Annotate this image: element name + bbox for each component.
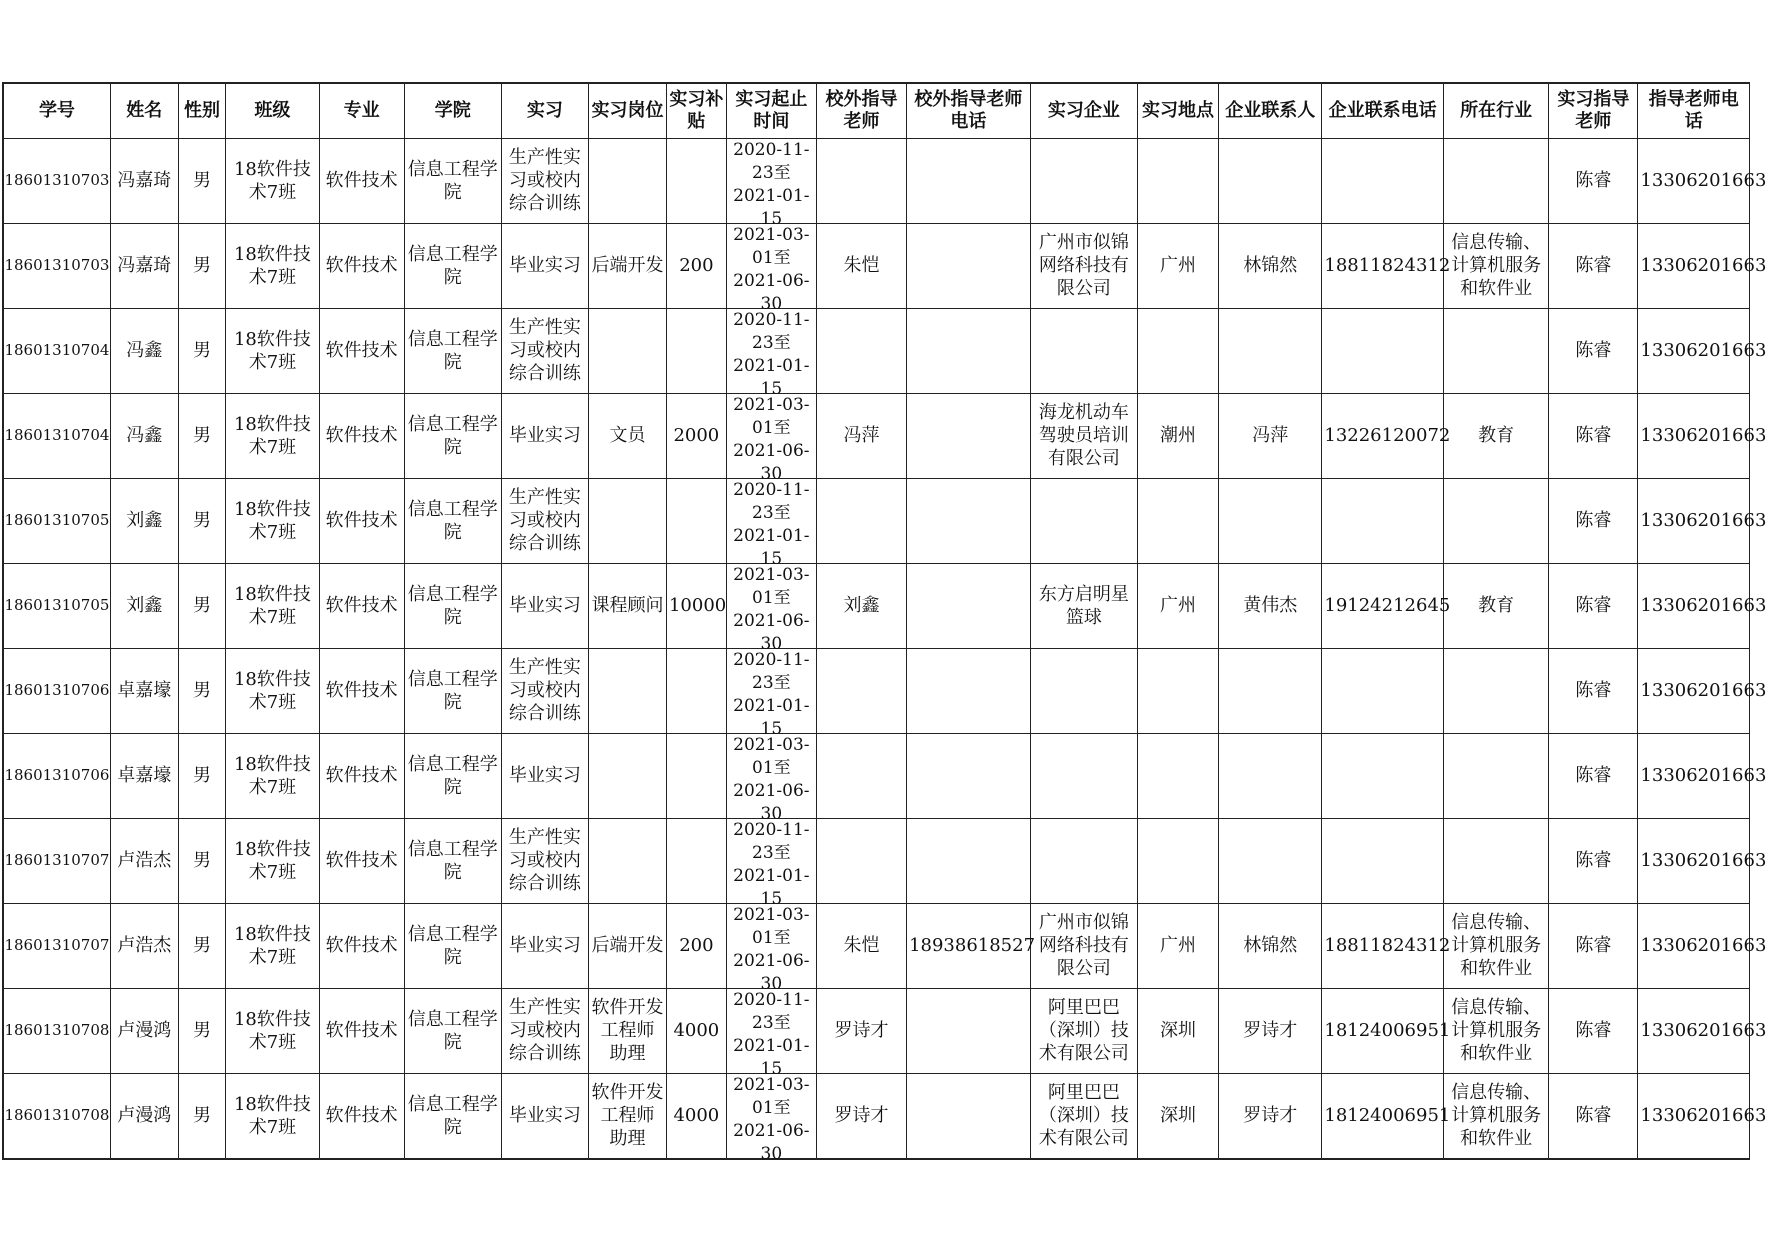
company-cell: 广州市似锦网络科技有限公司	[1030, 903, 1137, 988]
college-cell: 信息工程学院	[404, 988, 501, 1073]
table-row	[3, 223, 1750, 308]
company-contact-cell	[1219, 138, 1322, 223]
external-supervisor-phone-cell	[907, 138, 1031, 223]
internship-type-cell: 生产性实习或校内综合训练	[501, 138, 588, 223]
company-phone-cell	[1322, 733, 1444, 818]
subsidy-cell: 200	[666, 903, 726, 988]
location-cell: 广州	[1138, 223, 1219, 308]
name-cell: 卢漫鸿	[110, 1073, 178, 1159]
header-col-company: 实习企业	[1030, 83, 1137, 138]
header-col-supervisor: 实习指导老师	[1549, 83, 1638, 138]
external-supervisor-cell	[816, 308, 906, 393]
name-cell: 冯嘉琦	[110, 138, 178, 223]
company-contact-cell: 罗诗才	[1219, 988, 1322, 1073]
gender-cell: 男	[178, 1073, 226, 1159]
major-cell: 软件技术	[319, 733, 404, 818]
period-text: 2020-11-23至2021-01-15	[733, 649, 810, 739]
student-id-cell: 18601310703	[3, 223, 110, 308]
student-id-cell: 18601310704	[3, 308, 110, 393]
table-header	[3, 83, 1750, 138]
class-cell: 18软件技术7班	[226, 393, 319, 478]
student-id-cell: 18601310708	[3, 988, 110, 1073]
company-cell	[1030, 648, 1137, 733]
header-col-student-id: 学号	[3, 83, 110, 138]
header-col-class: 班级	[226, 83, 319, 138]
external-supervisor-phone-cell	[907, 393, 1031, 478]
gender-cell: 男	[178, 903, 226, 988]
company-phone-cell: 18811824312	[1322, 903, 1444, 988]
company-phone-cell	[1322, 308, 1444, 393]
company-phone-cell	[1322, 818, 1444, 903]
location-cell	[1138, 308, 1219, 393]
external-supervisor-cell	[816, 138, 906, 223]
subsidy-cell	[666, 818, 726, 903]
major-cell: 软件技术	[319, 1073, 404, 1159]
external-supervisor-phone-cell: 18938618527	[907, 903, 1031, 988]
table-row	[3, 308, 1750, 393]
header-col-gender: 性别	[178, 83, 226, 138]
period-text: 2020-11-23至2021-01-15	[733, 819, 810, 909]
header-col-internship-type: 实习	[501, 83, 588, 138]
class-cell: 18软件技术7班	[226, 988, 319, 1073]
subsidy-cell: 4000	[666, 988, 726, 1073]
company-contact-cell: 黄伟杰	[1219, 563, 1322, 648]
student-id-cell: 18601310707	[3, 818, 110, 903]
period-cell	[726, 1073, 816, 1164]
period-text: 2020-11-23至2021-01-15	[733, 309, 810, 399]
name-cell: 卓嘉壕	[110, 648, 178, 733]
class-cell: 18软件技术7班	[226, 563, 319, 648]
location-cell: 广州	[1138, 563, 1219, 648]
table-row	[3, 563, 1750, 648]
supervisor-phone-cell: 13306201663	[1638, 393, 1750, 478]
name-cell: 卓嘉壕	[110, 733, 178, 818]
class-cell: 18软件技术7班	[226, 648, 319, 733]
external-supervisor-phone-cell	[907, 733, 1031, 818]
position-cell: 软件开发工程师 助理	[588, 988, 666, 1073]
subsidy-cell: 200	[666, 223, 726, 308]
location-cell	[1138, 478, 1219, 563]
name-cell: 卢漫鸿	[110, 988, 178, 1073]
industry-cell	[1443, 308, 1548, 393]
internship-type-cell: 生产性实习或校内综合训练	[501, 308, 588, 393]
header-col-external-supervisor: 校外指导老师	[816, 83, 906, 138]
major-cell: 软件技术	[319, 393, 404, 478]
supervisor-phone-cell: 13306201663	[1638, 988, 1750, 1073]
table-row	[3, 818, 1750, 903]
supervisor-cell: 陈睿	[1549, 478, 1638, 563]
internship-type-cell: 生产性实习或校内综合训练	[501, 478, 588, 563]
class-cell: 18软件技术7班	[226, 308, 319, 393]
internship-type-cell: 生产性实习或校内综合训练	[501, 988, 588, 1073]
period-text: 2020-11-23至2021-01-15	[733, 479, 810, 569]
major-cell: 软件技术	[319, 308, 404, 393]
gender-cell: 男	[178, 733, 226, 818]
company-phone-cell: 13226120072	[1322, 393, 1444, 478]
internship-type-cell: 毕业实习	[501, 223, 588, 308]
college-cell: 信息工程学院	[404, 903, 501, 988]
class-cell: 18软件技术7班	[226, 903, 319, 988]
position-cell: 后端开发	[588, 903, 666, 988]
position-cell	[588, 733, 666, 818]
external-supervisor-phone-cell	[907, 563, 1031, 648]
company-phone-cell: 18811824312	[1322, 223, 1444, 308]
external-supervisor-cell: 罗诗才	[816, 1073, 906, 1159]
major-cell: 软件技术	[319, 818, 404, 903]
external-supervisor-cell	[816, 478, 906, 563]
internship-type-cell: 毕业实习	[501, 733, 588, 818]
external-supervisor-phone-cell	[907, 308, 1031, 393]
company-phone-cell: 18124006951	[1322, 988, 1444, 1073]
internship-type-cell: 毕业实习	[501, 1073, 588, 1159]
external-supervisor-phone-cell	[907, 988, 1031, 1073]
external-supervisor-cell	[816, 818, 906, 903]
subsidy-cell: 10000	[666, 563, 726, 648]
company-cell: 东方启明星篮球	[1030, 563, 1137, 648]
location-cell: 深圳	[1138, 1073, 1219, 1159]
supervisor-cell: 陈睿	[1549, 308, 1638, 393]
supervisor-cell: 陈睿	[1549, 393, 1638, 478]
supervisor-cell: 陈睿	[1549, 818, 1638, 903]
company-cell	[1030, 733, 1137, 818]
industry-cell	[1443, 478, 1548, 563]
supervisor-phone-cell: 13306201663	[1638, 733, 1750, 818]
period-cell	[726, 563, 816, 654]
industry-cell	[1443, 733, 1548, 818]
company-cell	[1030, 138, 1137, 223]
name-cell: 冯嘉琦	[110, 223, 178, 308]
period-cell	[726, 308, 816, 399]
header-col-period: 实习起止时间	[726, 83, 816, 138]
college-cell: 信息工程学院	[404, 818, 501, 903]
gender-cell: 男	[178, 988, 226, 1073]
supervisor-cell: 陈睿	[1549, 648, 1638, 733]
location-cell	[1138, 648, 1219, 733]
subsidy-cell: 4000	[666, 1073, 726, 1159]
name-cell: 冯鑫	[110, 308, 178, 393]
position-cell	[588, 138, 666, 223]
period-cell	[726, 903, 816, 994]
supervisor-phone-cell: 13306201663	[1638, 478, 1750, 563]
college-cell: 信息工程学院	[404, 478, 501, 563]
student-id-cell: 18601310705	[3, 563, 110, 648]
supervisor-phone-cell: 13306201663	[1638, 223, 1750, 308]
period-text: 2021-03-01至2021-06-30	[733, 904, 810, 994]
industry-cell: 信息传输、计算机服务和软件业	[1443, 1073, 1548, 1159]
college-cell: 信息工程学院	[404, 393, 501, 478]
company-phone-cell	[1322, 478, 1444, 563]
position-cell	[588, 818, 666, 903]
internship-roster-table	[2, 82, 1766, 1164]
header-row	[3, 83, 1750, 138]
supervisor-cell: 陈睿	[1549, 563, 1638, 648]
student-id-cell: 18601310705	[3, 478, 110, 563]
period-text: 2021-03-01至2021-06-30	[733, 1074, 810, 1164]
company-cell: 阿里巴巴（深圳）技术有限公司	[1030, 988, 1137, 1073]
company-contact-cell	[1219, 478, 1322, 563]
internship-type-cell: 毕业实习	[501, 393, 588, 478]
gender-cell: 男	[178, 478, 226, 563]
company-cell: 广州市似锦网络科技有限公司	[1030, 223, 1137, 308]
class-cell: 18软件技术7班	[226, 818, 319, 903]
supervisor-cell: 陈睿	[1549, 223, 1638, 308]
gender-cell: 男	[178, 393, 226, 478]
external-supervisor-phone-cell	[907, 223, 1031, 308]
period-cell	[726, 733, 816, 824]
period-text: 2021-03-01至2021-06-30	[733, 564, 810, 654]
period-cell	[726, 393, 816, 484]
period-cell	[726, 988, 816, 1079]
industry-cell	[1443, 648, 1548, 733]
gender-cell: 男	[178, 563, 226, 648]
student-id-cell: 18601310706	[3, 648, 110, 733]
external-supervisor-cell: 刘鑫	[816, 563, 906, 648]
table-row	[3, 988, 1750, 1073]
college-cell: 信息工程学院	[404, 563, 501, 648]
class-cell: 18软件技术7班	[226, 223, 319, 308]
table-row	[3, 733, 1750, 818]
position-cell: 软件开发工程师 助理	[588, 1073, 666, 1159]
location-cell: 广州	[1138, 903, 1219, 988]
college-cell: 信息工程学院	[404, 223, 501, 308]
subsidy-cell: 2000	[666, 393, 726, 478]
gender-cell: 男	[178, 648, 226, 733]
company-contact-cell	[1219, 308, 1322, 393]
major-cell: 软件技术	[319, 563, 404, 648]
table-row	[3, 478, 1750, 563]
internship-type-cell: 生产性实习或校内综合训练	[501, 818, 588, 903]
header-col-external-supervisor-phone: 校外指导老师电话	[907, 83, 1031, 138]
student-id-cell: 18601310703	[3, 138, 110, 223]
class-cell: 18软件技术7班	[226, 478, 319, 563]
external-supervisor-phone-cell	[907, 1073, 1031, 1159]
period-cell	[726, 223, 816, 314]
name-cell: 卢浩杰	[110, 818, 178, 903]
supervisor-cell: 陈睿	[1549, 733, 1638, 818]
industry-cell: 信息传输、计算机服务和软件业	[1443, 903, 1548, 988]
company-cell	[1030, 478, 1137, 563]
location-cell: 潮州	[1138, 393, 1219, 478]
period-cell	[726, 818, 816, 909]
subsidy-cell	[666, 138, 726, 223]
company-contact-cell: 罗诗才	[1219, 1073, 1322, 1159]
table-row	[3, 393, 1750, 478]
table-row	[3, 138, 1750, 223]
period-text: 2021-03-01至2021-06-30	[733, 224, 810, 314]
company-cell	[1030, 818, 1137, 903]
table-row	[3, 648, 1750, 733]
supervisor-cell: 陈睿	[1549, 138, 1638, 223]
gender-cell: 男	[178, 223, 226, 308]
class-cell: 18软件技术7班	[226, 138, 319, 223]
period-text: 2021-03-01至2021-06-30	[733, 734, 810, 824]
company-contact-cell	[1219, 818, 1322, 903]
subsidy-cell	[666, 478, 726, 563]
name-cell: 冯鑫	[110, 393, 178, 478]
header-col-location: 实习地点	[1138, 83, 1219, 138]
supervisor-phone-cell: 13306201663	[1638, 818, 1750, 903]
name-cell: 卢浩杰	[110, 903, 178, 988]
table-row	[3, 903, 1750, 988]
external-supervisor-phone-cell	[907, 818, 1031, 903]
company-phone-cell: 19124212645	[1322, 563, 1444, 648]
header-col-position: 实习岗位	[588, 83, 666, 138]
supervisor-cell: 陈睿	[1549, 988, 1638, 1073]
position-cell: 课程顾问	[588, 563, 666, 648]
gender-cell: 男	[178, 818, 226, 903]
table-body	[3, 138, 1766, 1164]
external-supervisor-cell	[816, 648, 906, 733]
location-cell	[1138, 138, 1219, 223]
header-col-college: 学院	[404, 83, 501, 138]
industry-cell: 教育	[1443, 563, 1548, 648]
position-cell	[588, 648, 666, 733]
position-cell	[588, 308, 666, 393]
supervisor-phone-cell: 13306201663	[1638, 903, 1750, 988]
college-cell: 信息工程学院	[404, 648, 501, 733]
location-cell: 深圳	[1138, 988, 1219, 1073]
header-col-company-phone: 企业联系电话	[1322, 83, 1444, 138]
header-col-name: 姓名	[110, 83, 178, 138]
major-cell: 软件技术	[319, 223, 404, 308]
gender-cell: 男	[178, 138, 226, 223]
company-phone-cell	[1322, 648, 1444, 733]
name-cell: 刘鑫	[110, 478, 178, 563]
position-cell: 文员	[588, 393, 666, 478]
industry-cell	[1443, 138, 1548, 223]
supervisor-cell: 陈睿	[1549, 903, 1638, 988]
major-cell: 软件技术	[319, 138, 404, 223]
header-col-industry: 所在行业	[1443, 83, 1548, 138]
name-cell: 刘鑫	[110, 563, 178, 648]
subsidy-cell	[666, 308, 726, 393]
external-supervisor-cell: 朱恺	[816, 223, 906, 308]
external-supervisor-cell: 朱恺	[816, 903, 906, 988]
position-cell: 后端开发	[588, 223, 666, 308]
subsidy-cell	[666, 733, 726, 818]
company-cell	[1030, 308, 1137, 393]
student-id-cell: 18601310704	[3, 393, 110, 478]
student-id-cell: 18601310706	[3, 733, 110, 818]
period-text: 2021-03-01至2021-06-30	[733, 394, 810, 484]
period-text: 2020-11-23至2021-01-15	[733, 989, 810, 1079]
external-supervisor-cell	[816, 733, 906, 818]
internship-type-cell: 毕业实习	[501, 563, 588, 648]
supervisor-phone-cell: 13306201663	[1638, 648, 1750, 733]
header-col-major: 专业	[319, 83, 404, 138]
company-cell: 海龙机动车驾驶员培训有限公司	[1030, 393, 1137, 478]
supervisor-cell: 陈睿	[1549, 1073, 1638, 1159]
industry-cell: 教育	[1443, 393, 1548, 478]
company-phone-cell	[1322, 138, 1444, 223]
supervisor-phone-cell: 13306201663	[1638, 563, 1750, 648]
industry-cell: 信息传输、计算机服务和软件业	[1443, 988, 1548, 1073]
gender-cell: 男	[178, 308, 226, 393]
location-cell	[1138, 818, 1219, 903]
supervisor-phone-cell: 13306201663	[1638, 1073, 1750, 1159]
major-cell: 软件技术	[319, 478, 404, 563]
college-cell: 信息工程学院	[404, 733, 501, 818]
company-contact-cell	[1219, 648, 1322, 733]
company-contact-cell	[1219, 733, 1322, 818]
industry-cell	[1443, 818, 1548, 903]
student-id-cell: 18601310707	[3, 903, 110, 988]
external-supervisor-phone-cell	[907, 478, 1031, 563]
internship-type-cell: 生产性实习或校内综合训练	[501, 648, 588, 733]
class-cell: 18软件技术7班	[226, 733, 319, 818]
student-id-cell: 18601310708	[3, 1073, 110, 1159]
header-col-subsidy: 实习补贴	[666, 83, 726, 138]
major-cell: 软件技术	[319, 648, 404, 733]
college-cell: 信息工程学院	[404, 138, 501, 223]
company-contact-cell: 林锦然	[1219, 903, 1322, 988]
header-col-supervisor-phone: 指导老师电话	[1638, 83, 1750, 138]
subsidy-cell	[666, 648, 726, 733]
company-contact-cell: 冯萍	[1219, 393, 1322, 478]
period-text: 2020-11-23至2021-01-15	[733, 139, 810, 229]
major-cell: 软件技术	[319, 903, 404, 988]
supervisor-phone-cell: 13306201663	[1638, 308, 1750, 393]
position-cell	[588, 478, 666, 563]
industry-cell: 信息传输、计算机服务和软件业	[1443, 223, 1548, 308]
major-cell: 软件技术	[319, 988, 404, 1073]
period-cell	[726, 138, 816, 229]
supervisor-phone-cell: 13306201663	[1638, 138, 1750, 223]
internship-type-cell: 毕业实习	[501, 903, 588, 988]
external-supervisor-phone-cell	[907, 648, 1031, 733]
location-cell	[1138, 733, 1219, 818]
company-contact-cell: 林锦然	[1219, 223, 1322, 308]
company-phone-cell: 18124006951	[1322, 1073, 1444, 1159]
college-cell: 信息工程学院	[404, 1073, 501, 1159]
class-cell: 18软件技术7班	[226, 1073, 319, 1159]
external-supervisor-cell: 罗诗才	[816, 988, 906, 1073]
period-cell	[726, 648, 816, 739]
period-cell	[726, 478, 816, 569]
external-supervisor-cell: 冯萍	[816, 393, 906, 478]
table-row	[3, 1073, 1750, 1159]
header-col-company-contact: 企业联系人	[1219, 83, 1322, 138]
college-cell: 信息工程学院	[404, 308, 501, 393]
company-cell: 阿里巴巴（深圳）技术有限公司	[1030, 1073, 1137, 1159]
